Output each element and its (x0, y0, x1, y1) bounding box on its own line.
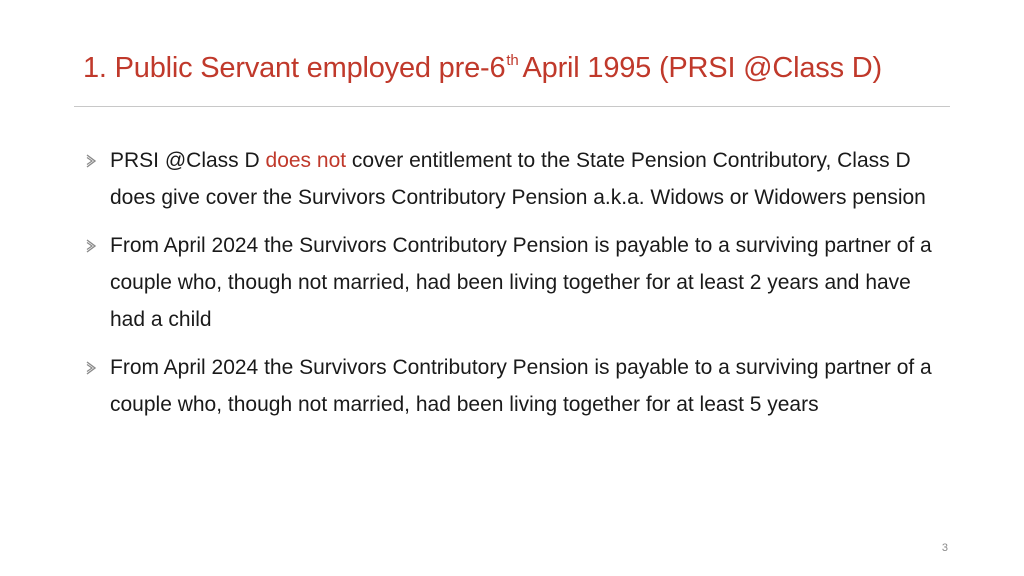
title-divider (74, 106, 950, 107)
bullet-list (82, 142, 942, 434)
bullet-text-after: cover entitlement to the State Pension Contributory, Class D does give cover the Survivors Contributory Pension a.k.a. Widows or Widowers pension (110, 149, 926, 209)
bullet-item (82, 227, 942, 338)
bullet-text-before: PRSI @Class D (110, 149, 266, 172)
slide-title (83, 52, 882, 85)
title-superscript: th (506, 52, 519, 69)
bullet-text: From April 2024 the Survivors Contributory Pension is payable to a surviving partner of a couple who, though not married, had been living together for at least 2 years and have had a child (110, 234, 932, 331)
arrow-bullet-icon (84, 239, 98, 253)
title-suffix: April 1995 (PRSI @Class D) (522, 52, 882, 84)
bullet-highlight: does not (265, 149, 347, 172)
bullet-text: From April 2024 the Survivors Contributory Pension is payable to a surviving partner of a couple who, though not married, had been living together for at least 5 years (110, 356, 932, 416)
title-prefix: 1. Public Servant employed pre-6 (83, 52, 506, 84)
bullet-item (82, 349, 942, 423)
arrow-bullet-icon (84, 154, 98, 168)
bullet-item (82, 142, 942, 216)
page-number: 3 (941, 542, 948, 554)
arrow-bullet-icon (84, 361, 98, 375)
